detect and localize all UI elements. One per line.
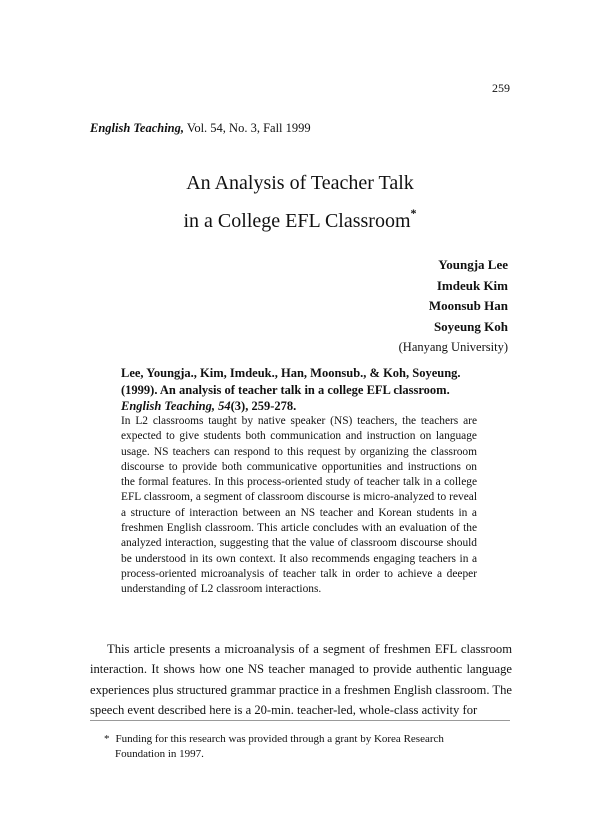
title-footnote-marker: * [410,206,417,220]
footnote-line-2: Foundation in 1997. [115,748,204,760]
author-name: Moonsub Han [428,298,508,313]
author-name: Soyeung Koh [433,318,508,334]
citation-authors-title: Lee, Youngja., Kim, Imdeuk., Han, Moonsub., & Koh, Soyeung. (1999). An analysis of teacher talk in a college EFL classroom. [121,366,461,397]
author-name: Imdeuk Kim [436,277,508,293]
abstract: In L2 classrooms taught by native speaker (NS) teachers, the teachers are expected to give students both communication and instruction on language usage. NS teachers can respond to this request by organizing the classroom discourse to provide both communicative opportunities and instructions on the formal features. In this process-oriented study of teacher talk in a college EFL classroom, a segment of classroom discourse is micro-analyzed to reveal a structure of interaction between an NS teacher and Korean students in a freshmen English classroom. This article concludes with an evaluation of the analyzed interaction, suggesting that the value of classroom discourse should be understood in its own context. It also recommends engaging teachers in a process-oriented microanalysis of teacher talk in order to achieve a deeper understanding of L2 classroom interactions. [121,415,477,596]
journal-header [90,121,311,136]
body-paragraph: This article presents a microanalysis of a segment of freshmen EFL classroom interaction. It shows how one NS teacher managed to provide authentic language experiences plus structured grammar practice in a freshmen English classroom. The speech event described here is a 20-min. teacher-led, whole-class activity for [90,642,512,717]
citation-pages: (3), 259-278. [230,399,297,413]
title-line-1: An Analysis of Teacher Talk [186,172,414,194]
footnote-marker: * [104,733,110,745]
citation [121,365,481,415]
citation-journal: English Teaching, 54 [121,399,231,413]
article-title [90,168,510,236]
affiliation: (Hanyang University) [398,340,508,354]
footnote-divider [90,720,510,721]
page-number: 259 [492,81,510,95]
title-line-2: in a College EFL Classroom [183,210,411,232]
journal-name: English Teaching, [90,121,185,135]
author-block [399,255,508,358]
footnote [104,732,509,762]
journal-details: Vol. 54, No. 3, Fall 1999 [186,121,311,135]
author-name: Youngja Lee [438,257,508,272]
footnote-line-1: Funding for this research was provided through a grant by Korea Research [115,733,444,745]
